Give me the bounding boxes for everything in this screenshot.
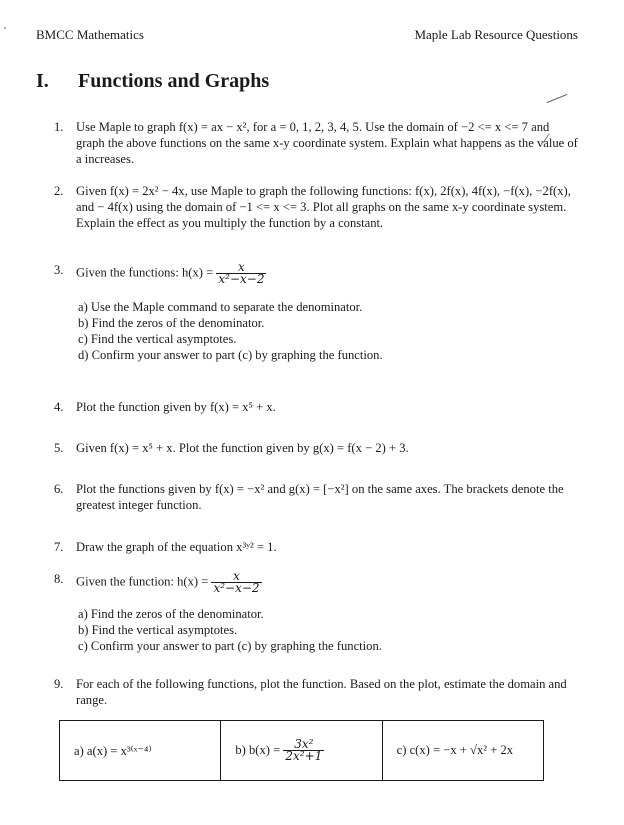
- scan-dot: [4, 27, 6, 29]
- question-6: [54, 481, 579, 513]
- fraction-denominator: x²−x−2: [218, 272, 265, 286]
- section-title: Functions and Graphs: [78, 70, 270, 92]
- fraction: [211, 571, 261, 594]
- question-text: Draw the graph of the equation x³ʸ² = 1.: [76, 540, 277, 554]
- question-number: 1.: [54, 120, 64, 134]
- question-2: [54, 183, 579, 231]
- fraction-numerator: x: [211, 571, 261, 583]
- subpart: c) Find the vertical asymptotes.: [78, 332, 237, 346]
- header-title: Maple Lab Resource Questions: [414, 27, 578, 42]
- question-4: [54, 399, 579, 415]
- question-text: [76, 262, 579, 285]
- function-table: [59, 720, 544, 781]
- fraction-denominator: x²−x−2: [213, 581, 260, 595]
- question-number: 8.: [54, 572, 64, 586]
- question-text: [76, 571, 579, 594]
- question-number: 6.: [54, 482, 64, 496]
- question-text: Use Maple to graph f(x) = ax − x², for a = 0, 1, 2, 3, 4, 5. Use the domain of −2 <= x <= 7 and graph the above functions on the same x-y coordinate system. Explain what happens as the value of a increases.: [76, 120, 578, 166]
- table-cell-a: a) a(x) = x³⁽ˣ⁻⁴⁾: [60, 721, 221, 780]
- question-text: Plot the functions given by f(x) = −x² and g(x) = [−x²] on the same axes. The brackets denote the greatest integer function.: [76, 482, 564, 512]
- question-number: 4.: [54, 400, 64, 414]
- subpart: a) Use the Maple command to separate the denominator.: [78, 300, 363, 314]
- section-number: I.: [36, 70, 49, 92]
- question-text: Given f(x) = 2x² − 4x, use Maple to graph the following functions: f(x), 2f(x), 4f(x), −f(x), −2f(x), and − 4f(x) using the domain of −1 <= x <= 3. Plot all graphs on the same x-y coordinate system. Explain the effect as you multiply the function by a constant.: [76, 184, 571, 230]
- question-number: 9.: [54, 677, 64, 691]
- question-text: Given f(x) = x⁵ + x. Plot the function given by g(x) = f(x − 2) + 3.: [76, 441, 409, 455]
- table-cell-c: c) c(x) = −x + √x² + 2x: [396, 743, 514, 757]
- fraction: [283, 739, 324, 762]
- table-cell-b: [221, 721, 382, 780]
- header-course: BMCC Mathematics: [36, 27, 144, 42]
- subpart: d) Confirm your answer to part (c) by graphing the function.: [78, 348, 383, 362]
- fraction-denominator: 2x²+1: [285, 749, 323, 763]
- subpart: c) Confirm your answer to part (c) by graphing the function.: [78, 639, 382, 653]
- section-heading: [36, 70, 269, 93]
- question-stem: Given the functions: h(x) =: [76, 265, 214, 280]
- question-7: [54, 539, 579, 555]
- subpart: b) Find the vertical asymptotes.: [78, 623, 238, 637]
- pen-mark: [547, 94, 568, 103]
- question-number: 7.: [54, 540, 64, 554]
- question-9: [54, 676, 579, 708]
- fraction-numerator: 3x²: [283, 739, 324, 751]
- question-1: [54, 119, 579, 167]
- question-number: 3.: [54, 263, 64, 277]
- question-3: [54, 262, 579, 363]
- question-number: 5.: [54, 441, 64, 455]
- question-text: Plot the function given by f(x) = x⁵ + x.: [76, 400, 276, 414]
- fraction-numerator: x: [216, 262, 266, 274]
- question-8: [54, 571, 579, 654]
- question-stem: Given the function: h(x) =: [76, 574, 209, 589]
- fraction: [216, 262, 266, 285]
- question-number: 2.: [54, 184, 64, 198]
- question-5: [54, 440, 579, 456]
- question-text: For each of the following functions, plot the function. Based on the plot, estimate the domain and range.: [76, 677, 567, 707]
- subpart: a) Find the zeros of the denominator.: [78, 607, 264, 621]
- cell-b-label: b) b(x) =: [235, 743, 281, 757]
- subpart: b) Find the zeros of the denominator.: [78, 316, 265, 330]
